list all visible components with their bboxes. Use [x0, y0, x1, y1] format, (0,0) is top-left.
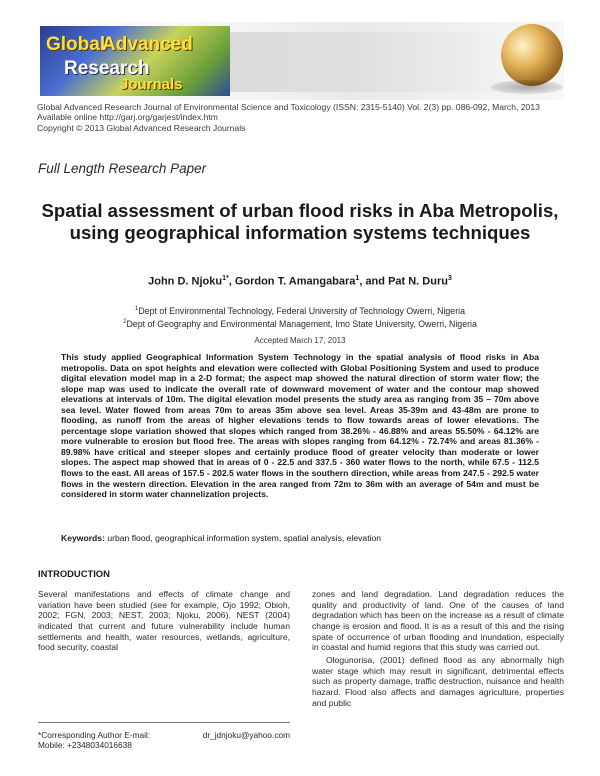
globe-shadow [491, 80, 563, 94]
affiliation-text: Dept of Geography and Environmental Management, Imo State University, Owerri, Nigeria [126, 318, 477, 329]
journal-info [37, 102, 577, 133]
keywords-label: Keywords: [61, 533, 105, 543]
column-right [312, 589, 564, 708]
journal-citation: Global Advanced Research Journal of Environmental Science and Toxicology (ISSN: 2315-5140) Vol. 2(3) pp. 086-092, March, 2013 [37, 102, 540, 112]
logo-word-advanced: Advanced [102, 34, 193, 55]
footnote-line [38, 730, 290, 740]
affiliation-sup: 2 [123, 318, 127, 325]
keywords [61, 533, 539, 543]
footnote-divider [38, 722, 290, 723]
affiliation-text: Dept of Environmental Technology, Federal University of Technology Owerri, Nigeria [138, 305, 465, 316]
journal-url[interactable]: Available online http://garj.org/garjest/index.htm [37, 112, 218, 123]
author-separator: , [228, 275, 235, 288]
section-heading-introduction: INTRODUCTION [38, 568, 110, 579]
footnote-label: *Corresponding Author E-mail: [38, 730, 151, 740]
copyright: Copyright © 2013 Global Advanced Research Journals [37, 122, 246, 133]
affiliation-2 [40, 317, 560, 330]
globe-icon [501, 24, 563, 86]
paper-type: Full Length Research Paper [38, 161, 207, 176]
author-separator: , and [359, 275, 389, 288]
logo-word-global: Global [46, 34, 106, 55]
keywords-text: urban flood, geographical information system, spatial analysis, elevation [107, 533, 382, 543]
abstract: This study applied Geographical Information System Technology in the spatial analysis of flood risks in Aba metropolis. Data on spot heights and elevation were collected with Global Positioning System and used to produce digital elevation model map in a 2-D format; the aspect map showed the natural direction of storm water flow; the slope map was used to indicate the overall rate of downward movement of water and the contour map showed elevations at intervals of 10m. The digital elevation model presents the study area as ranging from 35 – 70m above sea level. Water flowed from areas 70m to areas 35m above sea level. Areas 35-39m and 43-48m are prone to flooding, as runoff from the areas of higher elevations tends to flow towards areas of lower elevations. The percentage slope variation showed that slopes which ranged from 38.26% - 46.88% and areas 55.50% - 64.12% are more vulnerable to erosion but flood free. The areas with slopes ranging from 64.12% - 72.74% and areas 81.36% - 89.98% have critical and steeper slopes and certainly produce flood of greater velocity than moderate or lower slopes. The aspect map showed that in areas of 0 - 22.5 and 337.5 - 360 water flows to the north, while 67.5 - 112.5 flows to the east. All areas of 157.5 - 202.5 water flows in the southern direction, while areas from 247.5 - 292.5 water flows in the western direction. Elevation in the area ranged from 72m to 36m with an average of 54m and must be considered in storm water channelization projects. [61, 352, 539, 500]
column-left [38, 589, 290, 653]
affiliation-sup: 1 [135, 306, 139, 312]
paper-title: Spatial assessment of urban flood risks in Aba Metropolis, using geographical information systems techniques [41, 200, 559, 243]
author-name: Pat N. Duru [388, 275, 448, 288]
footnote-mobile: Mobile: +2348034016638 [38, 740, 132, 750]
author-name: Gordon T. Amangabara [234, 275, 356, 288]
author-sup: 1 [355, 275, 360, 282]
logo-word-journals: Journals [120, 76, 183, 93]
intro-paragraph: zones and land degradation. Land degradation reduces the quality and productivity of land. One of the causes of land degradation which has been on the increase as a result of climate change is erosion and flood. It is as a result of this and the rising spate of occurrence of urban flooding and inundation, especially in coastal and humid regions that this study was carried out. [312, 589, 564, 653]
author-list [40, 275, 560, 288]
journal-logo [40, 26, 230, 96]
accepted-date: Accepted March 17, 2013 [254, 336, 346, 345]
footnote-email[interactable]: dr_jdnjoku@yahoo.com [202, 730, 290, 740]
intro-paragraph: Ologunorisa, (2001) defined flood as any abnormally high water stage which may result in significant, detrimental effects such as property damage, traffic destruction, nuisance and health hazard. Flood also affects and damages agriculture, properties and public [312, 654, 564, 708]
logo-word-research: Research [64, 58, 150, 79]
author-sup: 3 [447, 275, 452, 282]
affiliations [40, 304, 560, 330]
banner-decoration [226, 32, 496, 92]
intro-paragraph: Several manifestations and effects of climate change and variation have been studied (see for example, Ojo 1992; Obioh, 2002; FGN, 2003; NEST, 2003; Njoku, 2006). NEST (2004) indicated that current and future vulnerability include human settlements and health, water resources, wetlands, agriculture, food security, coastal [38, 589, 290, 653]
author-sup: 1* [222, 275, 229, 282]
footnote [38, 730, 290, 750]
affiliation-1 [40, 304, 560, 317]
author-name: John D. Njoku [148, 275, 223, 288]
journal-banner [36, 22, 564, 100]
